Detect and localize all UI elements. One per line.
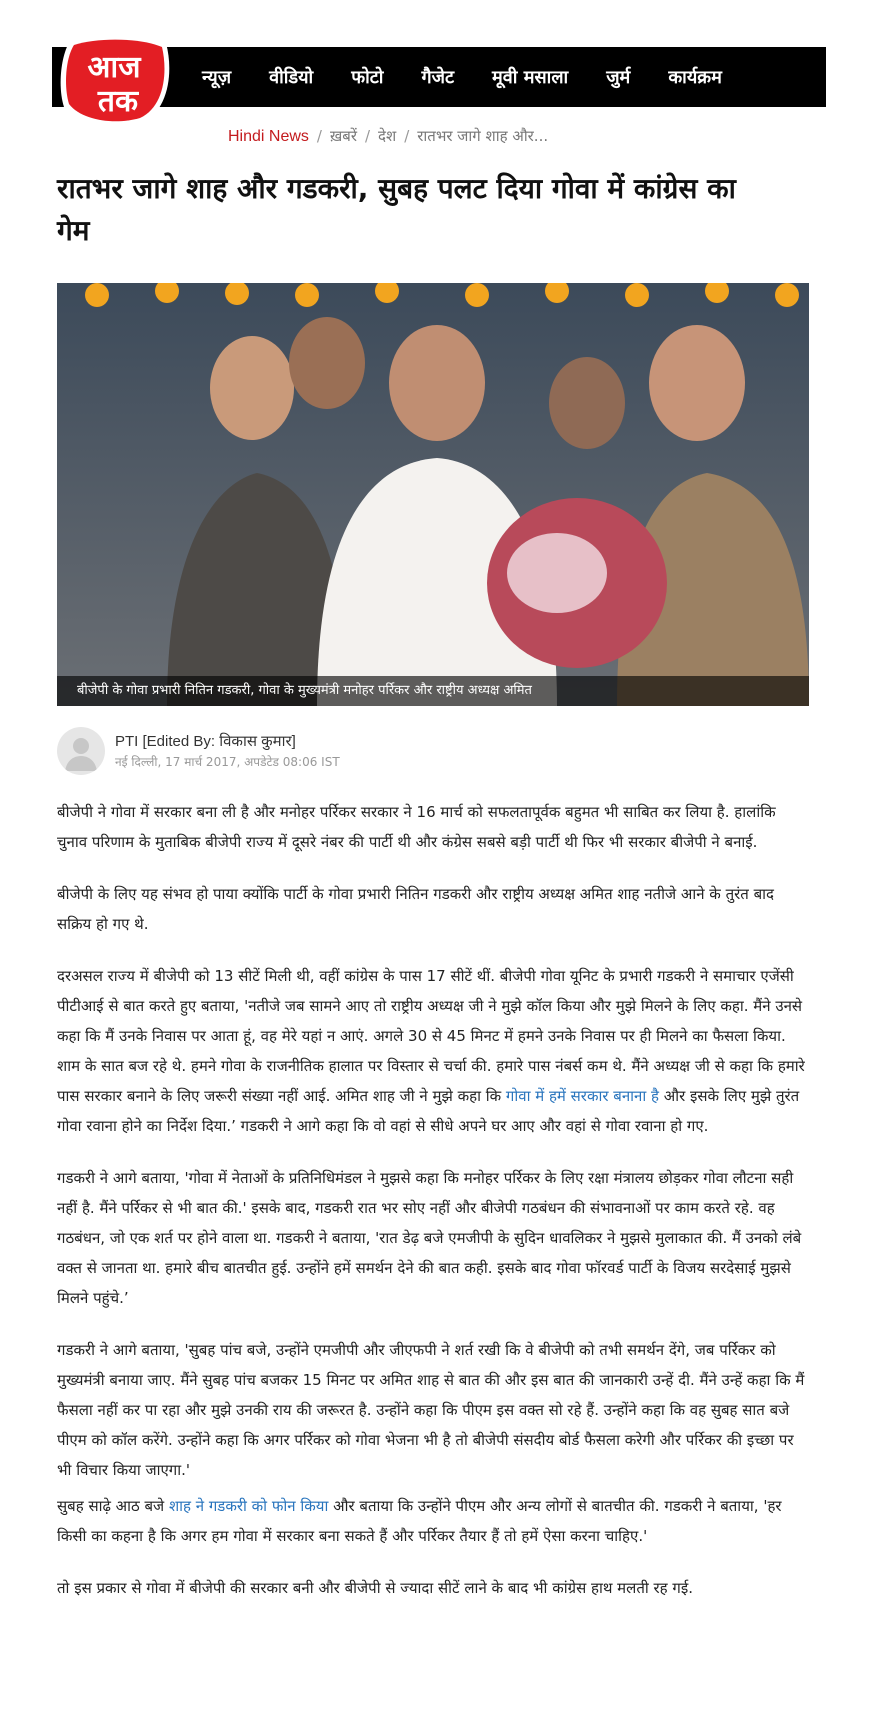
breadcrumb-home[interactable]: Hindi News [228,128,309,145]
breadcrumb-current: रातभर जागे शाह और... [417,127,549,145]
nav-item-news[interactable]: न्यूज़ [202,67,232,88]
article-hero-image[interactable] [57,283,809,706]
logo-text-bottom: तक [97,84,139,119]
article-paragraph: गडकरी ने आगे बताया, 'सुबह पांच बजे, उन्होंने एमजीपी और जीएफपी ने शर्त रखी कि वे बीजेपी को तभी समर्थन देंगे, जब पर्रिकर को मुख्यमंत्री बनाया जाए. मैंने सुबह पांच बजकर 15 मिनट पर अमित शाह से बात की और इस बात की जानकारी उन्हें दी. मैंने उन्हें कहा कि मैं फैसला नहीं कर पा रहा और मुझे उनकी राय की जरूरत है. उन्होंने कहा कि पीएम इस वक्त सो रहे हैं. उन्होंने कहा कि वह सुबह सात बजे पीएम को कॉल करेंगे. उन्होंने कहा कि अगर पर्रिकर को गोवा भेजना भी है तो बीजेपी संसदीय बोर्ड फैसला करेगी और पर्रिकर की इच्छा पर भी विचार किया जाएगा.' [57,1341,805,1479]
paragraph-text: और बताया कि उन्होंने पीएम और अन्य लोगों से बातचीत की. गडकरी ने बताया, 'हर किसी का कहना है कि अगर हम गोवा में सरकार बना सकते हैं और पर्रिकर तैयार हैं तो हमें ऐसा करना चाहिए.' [57,1497,782,1545]
nav-item-photo[interactable]: फोटो [351,67,384,88]
article-paragraph: बीजेपी के लिए यह संभव हो पाया क्योंकि पार्टी के गोवा प्रभारी नितिन गडकरी और राष्ट्रीय अध्यक्ष अमित शाह नतीजे आने के तुरंत बाद सक्रिय हो गए थे. [57,885,774,933]
nav-item-gadget[interactable]: गैजेट [421,67,455,88]
byline [57,727,657,777]
breadcrumb-separator: / [364,127,371,145]
inline-link-goa-government[interactable]: गोवा में हमें सरकार बनाना है [505,1087,659,1105]
image-caption: बीजेपी के गोवा प्रभारी नितिन गडकरी, गोवा के मुख्यमंत्री मनोहर पर्रिकर और राष्ट्रीय अध्यक्ष अमित [57,676,809,706]
nav-item-movie-masala[interactable]: मूवी मसाला [492,67,569,88]
paragraph-text: सुबह साढ़े आठ बजे [57,1497,169,1515]
article-body [57,797,809,1625]
article-paragraph [57,1491,809,1551]
user-icon [57,727,105,775]
paragraph-text: दरअसल राज्य में बीजेपी को 13 सीटें मिली थी, वहीं कांग्रेस के पास 17 सीटें थीं. बीजेपी गोवा यूनिट के प्रभारी गडकरी ने समाचार एजेंसी पीटीआई से बात करते हुए बताया, 'नतीजे जब सामने आए तो राष्ट्रीय अध्यक्ष जी ने मुझे कॉल किया और मुझे मिलने के लिए कहा. मैंने उनसे कहा कि मैं उनके निवास पर आता हूं, वह मेरे यहां न आएं. अगले 30 से 45 मिनट में हमने उनके निवास पर ही मिलने का फैसला किया. शाम के सात बज रहे थे. हमने गोवा के राजनीतिक हालात पर विस्तार से चर्चा की. हमारे पास नंबर्स कम थे. मैंने अध्यक्ष जी से कहा कि हमारे पास सरकार बनाने के लिए जरूरी संख्या नहीं आई. अमित शाह जी ने मुझे कहा कि [57,967,805,1105]
nav-item-video[interactable]: वीडियो [269,67,314,88]
nav-item-programs[interactable]: कार्यक्रम [668,67,722,88]
hero-photo [57,283,809,706]
article-paragraph [57,961,809,1141]
article-title: रातभर जागे शाह और गडकरी, सुबह पलट दिया गोवा में कांग्रेस का गेम [57,172,736,247]
article-dateline: नई दिल्ली, 17 मार्च 2017, अपडेटेड 08:06 IST [115,755,340,769]
breadcrumb-item-news[interactable]: ख़बरें [329,127,357,145]
breadcrumb-separator: / [404,127,410,145]
breadcrumb [228,126,548,146]
breadcrumb-separator: / [316,127,322,145]
paragraph-text: और इसके लिए मुझे तुरंत गोवा रवाना होने का निर्देश दिया.’ गडकरी ने आगे कहा कि वो वहां से सीधे अपने घर आए और वहां से गोवा रवाना हो गए. [57,1087,800,1135]
article-paragraph: बीजेपी ने गोवा में सरकार बना ली है और मनोहर पर्रिकर सरकार ने 16 मार्च को सफलतापूर्वक बहुमत भी साबित कर लिया है. हालांकि चुनाव परिणाम के मुताबिक बीजेपी राज्य में दूसरे नंबर की पार्टी थी और कंग्रेस सबसे बड़ी पार्टी थी फिर भी सरकार बीजेपी ने बनाई. [57,803,776,851]
main-nav [180,47,871,107]
author-name[interactable]: PTI [Edited By: विकास कुमार] [115,733,296,750]
inline-link-shah-phone[interactable]: शाह ने गडकरी को फोन किया [168,1497,329,1515]
nav-item-crime[interactable]: जुर्म [606,67,631,88]
breadcrumb-item-desh[interactable]: देश [378,127,397,145]
aajtak-logo[interactable] [56,33,174,128]
avatar [57,727,105,775]
article-paragraph: तो इस प्रकार से गोवा में बीजेपी की सरकार बनी और बीजेपी से ज्यादा सीटें लाने के बाद भी कांग्रेस हाथ मलती रह गई. [57,1579,693,1597]
logo-text-top: आज [87,50,141,85]
article-paragraph: गडकरी ने आगे बताया, 'गोवा में नेताओं के प्रतिनिधिमंडल ने मुझसे कहा कि मनोहर पर्रिकर के लिए रक्षा मंत्रालय छोड़कर गोवा लौटना सही नहीं है. मैंने पर्रिकर से भी बात की.' इसके बाद, गडकरी रात भर सोए नहीं और बीजेपी गठबंधन की संभावनाओं पर काम करते रहे. वह गठबंधन, जो एक शर्त पर होने वाला था. गडकरी ने बताया, 'रात डेढ़ बजे एमजीपी के सुदिन धावलिकर ने मुझसे मुलाकात की. मैं उनको लंबे वक्त से जानता था. हमारे बीच बातचीत हुई. उन्होंने हमें समर्थन देने की बात कही. इसके बाद गोवा फॉरवर्ड पार्टी के विजय सरदेसाई मुझसे मिलने पहुंचे.’ [57,1169,802,1307]
